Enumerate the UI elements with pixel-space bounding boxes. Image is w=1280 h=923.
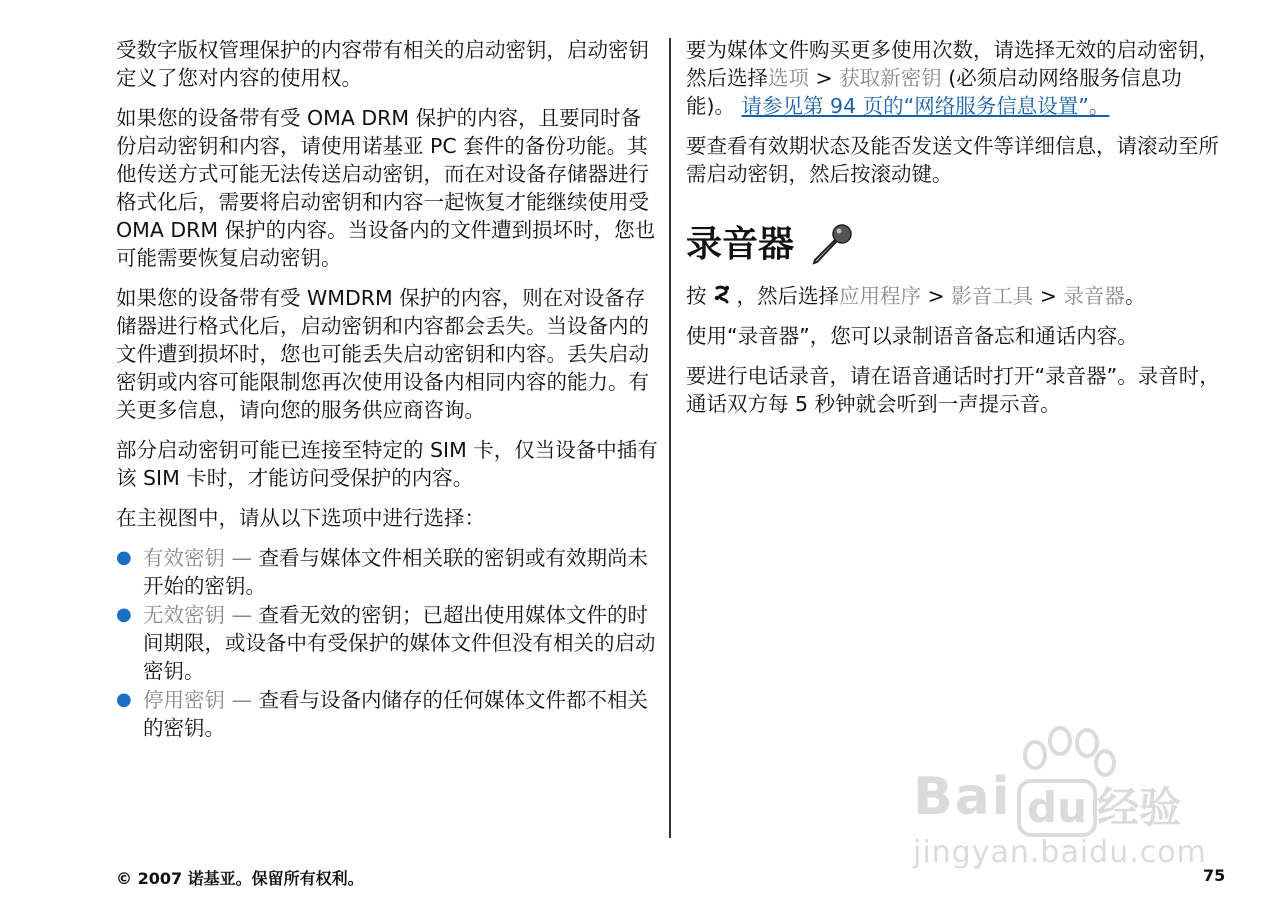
page-number: 75 [1203,866,1226,885]
text-segment: 要为媒体文件购买更多使用次数，请选择无效的启动密钥，然后选择 [686,38,1219,90]
menu-key-icon [711,284,733,306]
list-item [116,686,658,742]
bullet-icon: ● [116,547,132,568]
list-item [116,544,658,600]
footer-copyright: © 2007 诺基亚。保留所有权利。 [116,869,364,888]
paragraph-drm-intro: 受数字版权管理保护的内容带有相关的启动密钥，启动密钥定义了您对内容的使用权。 [116,38,649,90]
section-heading [686,222,1226,268]
text-segment: (必须启动网络服务信息功能)。 [686,66,1182,118]
text-segment: ，然后选择 [736,284,839,308]
option-desc: 查看与设备内储存的任何媒体文件都不相关的密钥。 [143,688,649,740]
baidu-watermark [905,725,1205,875]
paragraph-validity: 要查看有效期状态及能否发送文件等详细信息，请滚动至所需启动密钥，然后按滚动键。 [686,134,1219,186]
text-segment: 按 [686,284,707,308]
option-term: 停用密钥 [143,688,225,712]
paragraph-navigation [686,282,1226,310]
microphone-icon [808,222,854,268]
option-dash: — [225,688,259,712]
option-dash: — [225,546,259,570]
section-title: 录音器 [686,224,795,265]
option-desc: 查看无效的密钥；已超出使用媒体文件的时间期限，或设备中有受保护的媒体文件但没有相关的启动密钥。 [143,603,656,683]
paragraph-recorder-usage: 使用“录音器”，您可以录制语音备忘和通话内容。 [686,324,1138,348]
menu-option: 选项 [768,66,809,90]
cross-reference-link[interactable]: 请参见第 94 页的“网络服务信息设置”。 [741,94,1110,118]
bullet-icon: ● [116,689,132,710]
option-term: 有效密钥 [143,546,225,570]
paragraph-oma-drm: 如果您的设备带有受 OMA DRM 保护的内容，且要同时备份启动密钥和内容，请使用诺基亚 PC 套件的备份功能。其他传送方式可能无法传送启动密钥，而在对设备存储器进行格式化后，需要将启动密钥和内容一起恢复才能继续使用受 OMA DRM 保护的内容。当设备内的文件遭到损坏时，您也可能需要恢复启动密钥。 [116,106,656,270]
paragraph-wmdrm: 如果您的设备带有受 WMDRM 保护的内容，则在对设备存储器进行格式化后，启动密钥和内容都会丢失。当设备内的文件遭到损坏时，您也可能丢失启动密钥和内容。丢失启动密钥或内容可能限制您再次使用设备内相同内容的能力。有关更多信息，请向您的服务供应商咨询。 [116,286,649,422]
paragraph-buy-more [686,36,1226,120]
option-dash: — [225,603,259,627]
menu-option: 录音器 [1063,284,1125,308]
options-list [116,544,658,742]
menu-option: 获取新密钥 [839,66,942,90]
paragraph-options-intro: 在主视图中，请从以下选项中进行选择： [116,506,485,530]
right-column [686,36,1226,430]
column-divider [669,38,671,838]
text-segment: 。 [1124,284,1146,308]
paragraph-call-recording: 要进行电话录音，请在语音通话时打开“录音器”。录音时，通话双方每 5 秒钟就会听到一声提示音。 [686,364,1220,416]
option-term: 无效密钥 [143,603,225,627]
bullet-icon: ● [116,604,132,625]
paragraph-sim: 部分启动密钥可能已连接至特定的 SIM 卡，仅当设备中插有该 SIM 卡时，才能访问受保护的内容。 [116,438,658,490]
menu-separator: > [921,284,952,308]
list-item [116,601,658,685]
option-desc: 查看与媒体文件相关联的密钥或有效期尚未开始的密钥。 [143,546,649,598]
watermark-url: jingyan.baidu.com [913,835,1207,870]
menu-separator: > [809,66,840,90]
menu-separator: > [1033,284,1064,308]
watermark-brand-cn: 经验 [1097,783,1182,832]
watermark-brand-du: du [1017,779,1097,837]
menu-option: 应用程序 [839,284,921,308]
menu-option: 影音工具 [951,284,1034,308]
watermark-brand: Bai [913,767,1012,827]
left-column [116,36,658,743]
